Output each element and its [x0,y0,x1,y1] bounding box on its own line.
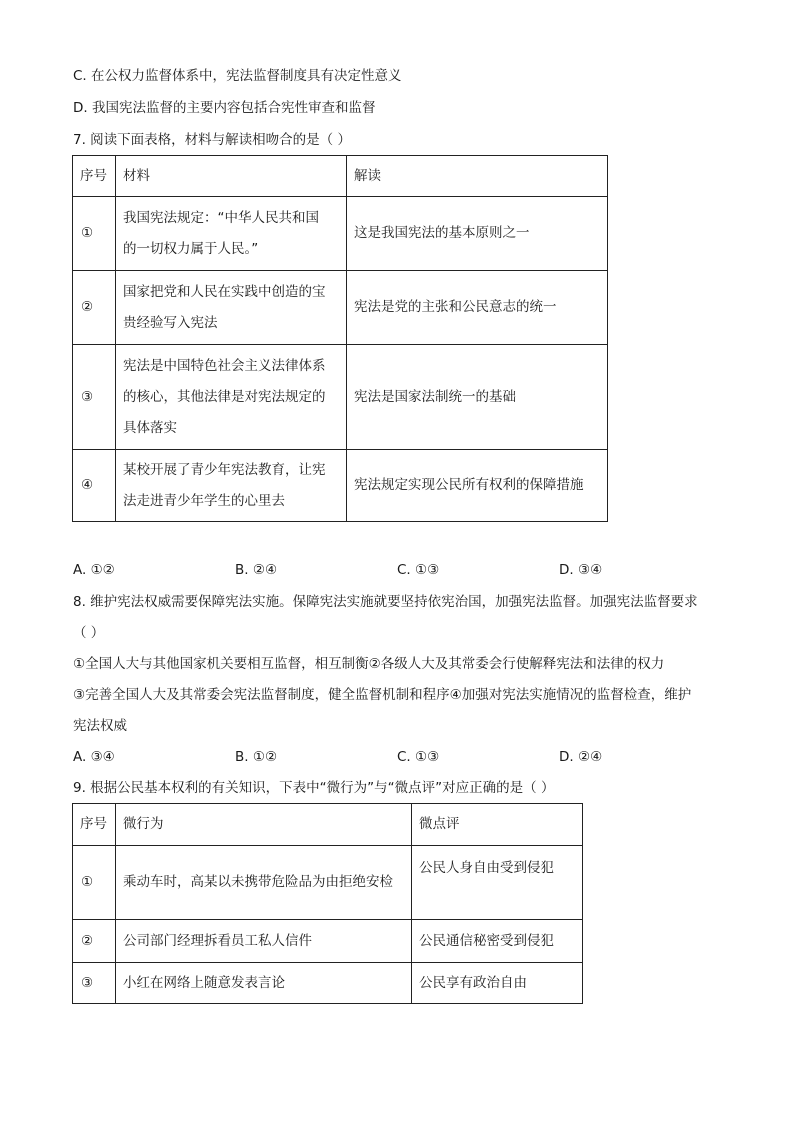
material-line: 贵经验写入宪法 [123,314,218,331]
table-row [73,846,583,920]
q9-stem: 9. 根据公民基本权利的有关知识，下表中“微行为”与“微点评”对应正确的是（ ） [73,780,555,796]
q6-option-c: C. 在公权力监督体系中，宪法监督制度具有决定性意义 [73,68,402,84]
row-action: 小红在网络上随意发表言论 [116,963,412,1004]
q7-table [72,155,608,522]
q8-statements-3: 宪法权威 [73,718,127,734]
q8-option-b[interactable]: B. ①② [235,749,278,765]
header-seq: 序号 [73,156,116,197]
table-row [73,450,608,522]
header-material: 材料 [116,156,347,197]
row-num: ① [73,197,116,271]
table-row [73,197,608,271]
table-header-row [73,156,608,197]
q7-option-d[interactable]: D. ③④ [559,562,603,578]
q8-option-c[interactable]: C. ①③ [397,749,440,765]
material-line: 国家把党和人民在实践中创造的宝 [123,283,326,300]
q8-statements-2: ③完善全国人大及其常委会宪法监督制度，健全监督机制和程序④加强对宪法实施情况的监督检查，维护 [73,687,692,703]
q7-option-c[interactable]: C. ①③ [397,562,440,578]
material-line: 的核心，其他法律是对宪法规定的 [123,388,326,405]
row-comment: 公民人身自由受到侵犯 [412,846,583,920]
material-line: 具体落实 [123,419,177,436]
q8-option-d[interactable]: D. ②④ [559,749,603,765]
row-num: ② [73,920,116,963]
header-reading: 解读 [347,156,608,197]
header-comment: 微点评 [412,804,583,846]
row-reading: 宪法是党的主张和公民意志的统一 [347,271,608,345]
table-row [73,271,608,345]
row-num: ② [73,271,116,345]
material-line: 法走进青少年学生的心里去 [123,492,285,509]
row-num: ③ [73,345,116,450]
q7-stem: 7. 阅读下面表格，材料与解读相吻合的是（ ） [73,132,351,148]
row-material [116,345,347,450]
row-comment: 公民通信秘密受到侵犯 [412,920,583,963]
q9-table [72,803,583,1004]
table-row [73,963,583,1004]
row-material [116,197,347,271]
row-action: 公司部门经理拆看员工私人信件 [116,920,412,963]
header-seq: 序号 [73,804,116,846]
q8-option-a[interactable]: A. ③④ [73,749,115,765]
q6-option-d: D. 我国宪法监督的主要内容包括合宪性审查和监督 [73,100,376,116]
material-line: 某校开展了青少年宪法教育，让宪 [123,461,326,478]
material-line: 我国宪法规定：“中华人民共和国 [123,209,319,226]
row-num: ③ [73,963,116,1004]
q8-stem: 8. 维护宪法权威需要保障宪法实施。保障宪法实施就要坚持依宪治国，加强宪法监督。加强宪法监督要求 [73,594,698,610]
q7-option-a[interactable]: A. ①② [73,562,115,578]
material-line: 宪法是中国特色社会主义法律体系 [123,357,326,374]
q8-statements-1: ①全国人大与其他国家机关要相互监督，相互制衡②各级人大及其常委会行使解释宪法和法律的权力 [73,656,665,672]
row-num: ④ [73,450,116,522]
header-action: 微行为 [116,804,412,846]
row-material [116,271,347,345]
row-reading: 宪法规定实现公民所有权利的保障措施 [347,450,608,522]
row-reading: 宪法是国家法制统一的基础 [347,345,608,450]
table-row [73,345,608,450]
row-num: ① [73,846,116,920]
row-action: 乘动车时，高某以未携带危险品为由拒绝安检 [116,846,412,920]
q8-stem-paren: （ ） [73,625,105,641]
row-comment: 公民享有政治自由 [412,963,583,1004]
q7-option-b[interactable]: B. ②④ [235,562,278,578]
material-line: 的一切权力属于人民。” [123,240,259,257]
table-row [73,920,583,963]
row-material [116,450,347,522]
table-header-row [73,804,583,846]
row-reading: 这是我国宪法的基本原则之一 [347,197,608,271]
